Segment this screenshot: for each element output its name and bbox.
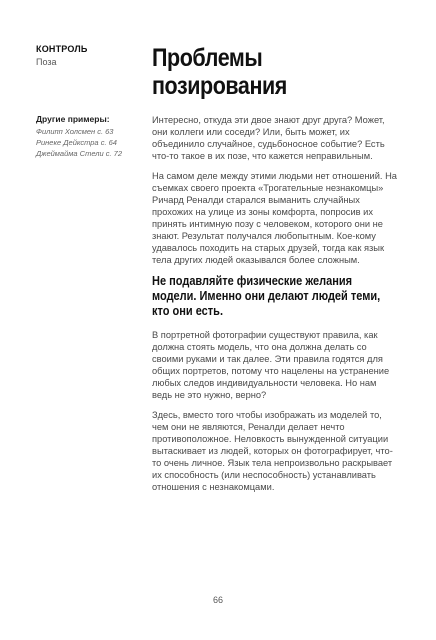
title-line-2: позирования [152, 72, 287, 100]
main-content [152, 44, 398, 501]
title-line-1: Проблемы [152, 44, 263, 72]
section-label: КОНТРОЛЬ [36, 44, 88, 54]
example-item: Филипп Холсмен с. 63 [36, 127, 114, 136]
subheading: Не подавляйте физические желания модели. Именно они делают людей теми, кто они есть. [152, 274, 381, 318]
paragraph: Интересно, откуда эти двое знают друг друга? Может, они коллеги или соседи? Или, быть может, их объединило случайное, судьбоносное событие? Есть что-то такое в их позе, что кажется неправильным. [152, 115, 385, 161]
paragraph: Здесь, вместо того чтобы изображать из моделей то, чем они не являются, Реналди делает нечто противоположное. Неловкость вынужденной ситуации вытаскивает из людей, которых он фотографирует, что-то очень личное. Язык тела непроизвольно раскрывает их способность (или неспособность) устанавливать отношения с незнакомцами. [152, 410, 393, 492]
other-examples [36, 114, 136, 159]
page-number: 66 [212, 595, 223, 605]
examples-title: Другие примеры: [36, 114, 110, 124]
intro-paragraphs [152, 114, 398, 266]
page-title [152, 44, 401, 100]
sidebar [36, 44, 136, 67]
example-item: Джеймайма Стели с. 72 [36, 149, 122, 158]
paragraph: На самом деле между этими людьми нет отношений. На съемках своего проекта «Трогательные незнакомцы» Ричард Реналди старался выманить случайных прохожих на улице из зоны комфорта, попросив их принять интимную позу с человеком, которого они не знают. Результат получался любопытным. Кое-кому удавалось походить на старых друзей, тогда как язык тела других людей оказывался более сложным. [152, 171, 397, 265]
example-item: Ринеке Дейкстра с. 64 [36, 138, 117, 147]
body-paragraphs [152, 329, 398, 493]
paragraph: В портретной фотографии существуют правила, как должна стоять модель, что она должна делать со своими руками и так далее. Эти правила годятся для общих портретов, потому что нацелены на устранение любых следов индивидуальности человека. Но нам ведь не это нужно, верно? [152, 330, 390, 400]
subsection-label: Поза [36, 57, 57, 67]
